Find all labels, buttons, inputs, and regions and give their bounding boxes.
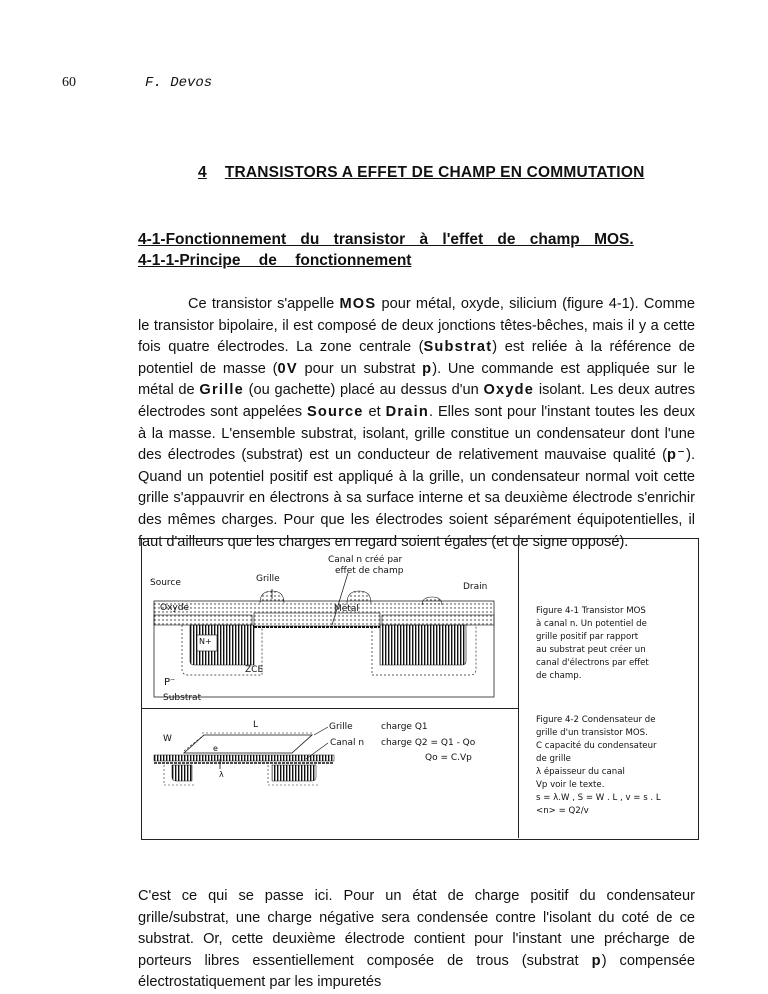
body-paragraph-1 [138, 294, 695, 553]
label-p-minus: P⁻ [164, 677, 176, 688]
label-charge-q2: charge Q2 = Q1 - Qo [381, 738, 476, 748]
label-charge-q1: charge Q1 [381, 722, 428, 732]
caption-line: <n> = Q2/v [536, 806, 589, 816]
caption-line: grille positif par rapport [536, 632, 639, 642]
text-run: pour métal, oxyde, silicium (figure 4-1). Comme le transistor bipolaire, il est composé de deux jonctions têtes-bêches, mais il y a cette fois quatre électrodes. La zone centrale ( [138, 296, 696, 356]
term-mos: MOS [339, 296, 377, 312]
text-run: (ou gachette) placé au dessus d'un [243, 382, 484, 399]
term-0v: 0V [277, 360, 298, 377]
text-run: Ce transistor s'appelle [188, 296, 340, 312]
label-metal: Métal [334, 604, 359, 614]
label-qo: Qo = C.Vp [425, 753, 472, 763]
label-canal-line2: effet de champ [335, 566, 404, 576]
text-run: C'est ce qui se passe ici. Pour un état de charge positif du condensateur grille/substrat, une charge négative sera condensée contre l'isolant du coté de ce substrat. Or, cette deuxième électrode contient pour l'instant une précharge de porteurs libres essentiellement composée de trous (substrat [138, 888, 695, 969]
figure-divider-vertical [518, 538, 519, 838]
running-header-author: F. Devos [145, 75, 213, 91]
caption-line: Figure 4-1 Transistor MOS [536, 606, 646, 616]
term-substrat: Substrat [423, 339, 493, 356]
chapter-heading [198, 164, 644, 182]
label-substrat: Substrat [163, 693, 202, 703]
subsection-heading: 4-1-1-Principe de fonctionnement [138, 252, 412, 269]
text-run: ) est reliée à la référence de potentiel de masse ( [138, 339, 695, 377]
page-number: 60 [62, 75, 76, 90]
label-canal-n: Canal n [330, 738, 365, 748]
caption-line: canal d'électrons par effet [536, 658, 649, 668]
text-run: . Elles sont pour l'instant toutes les deux à la masse. L'ensemble substrat, isolant, grille constitue un condensateur dont l'une des électrodes (substrat) est un conducteur de relativement mauvaise qualité ( [138, 403, 696, 464]
label-n-plus: N+ [199, 637, 212, 646]
term-grille: Grille [199, 382, 244, 399]
label-w: W [163, 734, 172, 744]
chapter-title: TRANSISTORS A EFFET DE CHAMP EN COMMUTATION [224, 164, 645, 181]
label-e: e [213, 744, 218, 753]
text-run: ) compensée électrostatiquement par les impuretés [138, 952, 695, 991]
caption-line: de champ. [536, 671, 582, 681]
label-canal-line1: Canal n créé par [328, 555, 403, 565]
text-run: pour un substrat [297, 360, 423, 377]
label-zce: ZCE [245, 665, 264, 675]
term-p: p [591, 952, 602, 969]
figure-4-1-caption [536, 605, 694, 683]
caption-line: λ épaisseur du canal [536, 767, 625, 777]
label-source: Source [150, 578, 181, 588]
label-grille-2: Grille [329, 722, 353, 732]
text-run: isolant. Les deux autres électrodes sont appelées [138, 382, 695, 420]
term-p-minus: p⁻ [667, 447, 687, 464]
body-paragraph-2 [138, 886, 695, 994]
label-grille: Grille [256, 574, 280, 584]
caption-line: Figure 4-2 Condensateur de [536, 715, 656, 725]
chapter-number: 4 [198, 164, 207, 181]
term-source: Source [306, 403, 364, 420]
caption-line: de grille [536, 754, 571, 764]
caption-line: C capacité du condensateur [536, 741, 657, 751]
term-p: p [422, 360, 433, 377]
label-drain: Drain [463, 582, 488, 592]
label-lambda: λ [219, 770, 224, 779]
label-oxyde: Oxyde [160, 603, 189, 613]
caption-line: au substrat peut créer un [536, 645, 646, 655]
caption-line: grille d'un transistor MOS. [536, 728, 648, 738]
text-run: et [363, 403, 386, 420]
text-run: ). Quand un potentiel positif est appliqué à la grille, un condensateur normal voit cette grille s'appauvrir en électrons à sa surface interne et sa deuxième électrode s'enrichir des mêmes charges. Pour que les électrodes soient séparément équipotentielles, il faut d'ailleurs que les charges en regard soient égales (et de signe opposé). [138, 447, 695, 550]
term-oxyde: Oxyde [483, 382, 535, 399]
section-heading: 4-1-Fonctionnement du transistor à l'effet de champ MOS. [138, 231, 634, 248]
label-l: L [253, 720, 259, 730]
caption-line: à canal n. Un potentiel de [536, 619, 647, 629]
text-run: ). Une commande est appliquée sur le métal de [138, 360, 695, 399]
caption-line: Vp voir le texte. [536, 780, 605, 790]
figure-4-2-caption [536, 714, 694, 818]
caption-line: s = λ.W , S = W . L , v = s . L [536, 793, 661, 803]
term-drain: Drain [385, 403, 429, 420]
